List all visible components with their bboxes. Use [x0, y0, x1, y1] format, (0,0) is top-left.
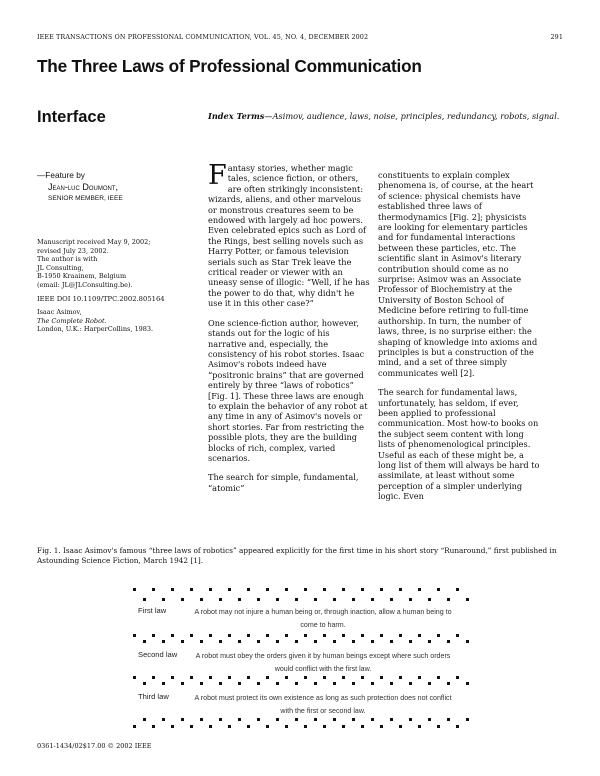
feature-label: —Feature by	[37, 170, 85, 180]
reference-line: Isaac Asimov,	[37, 308, 82, 317]
article-title: The Three Laws of Professional Communication	[37, 56, 422, 76]
paragraph: The search for simple, fundamental, “atomic”	[208, 472, 359, 493]
body-column-2	[378, 170, 540, 511]
note-line: Manuscript received May 9, 2002;	[37, 238, 151, 246]
law-row	[133, 600, 473, 638]
dotted-border	[133, 588, 473, 591]
paragraph-text: antasy stories, whether magic tales, science fiction, or others, are often strikingly inconsistent: wizards, aliens, and other marvelous or monstrous creatures seem to be endowed with largely ad hoc powers. Even celebrated epics such as Lord of the Rings, best selling novels such as Harry Potter, or famous television serials such as Star Trek leave the critical reader or viewer with an uneasy sense of illogic: “Well, if he has the power to do that, why didn't he use it in this other case?”	[208, 163, 370, 309]
running-head	[37, 33, 563, 41]
reference-line: London, U.K.: HarperCollins, 1983.	[37, 325, 154, 334]
law-text: A robot may not injure a human being or, through inaction, allow a human being to come to harm.	[194, 608, 452, 629]
paragraph: The search for fundamental laws, unfortunately, has seldom, if ever, been applied to professional communication. Most how-to books on the subject seem content with long lists of phenomenological principles. Useful as each of these might be, a long list of them will always be hard to assimilate, at least without some perception of a simpler underlying logic. Even	[378, 387, 540, 502]
author-name: Jean-luc Doumont,	[48, 181, 119, 192]
dotted-border	[133, 634, 473, 637]
index-terms-label: Index Terms	[208, 111, 265, 121]
manuscript-notes	[37, 238, 197, 334]
law-text: A robot must protect its own existence as long as such protection does not conflict with the first or second law.	[194, 694, 452, 715]
note-line: revised July 23, 2002.	[37, 246, 109, 255]
dotted-border	[133, 682, 473, 685]
figure-caption: Fig. 1. Isaac Asimov's famous “three laws of robotics” appeared explicitly for the first time in his short story “Runaround,” first published in Astounding Science Fiction, March 1942 [1].	[37, 546, 557, 565]
paragraph: constituents to explain complex phenomena is, of course, at the heart of science: physical chemists have established three laws of thermodynamics [Fig. 2]; physicists are looking for elementary particles and for fundamental interactions between these particles, etc. The scientific slant in Asimov's literary contribution should come as no surprise: Asimov was an Associate Professor of Biochemistry at the University of Boston School of Medicine before retiring to full-time authorship. In turn, the number of laws, three, is no surprise either: the shaping of knowledge into axioms and principles is but a construction of the mind, and a set of three simply communicates well [2].	[378, 170, 538, 378]
note-line: The author is with	[37, 255, 98, 264]
byline	[37, 170, 187, 205]
body-column-1	[208, 160, 370, 502]
dotted-border	[133, 676, 473, 679]
paragraph	[208, 160, 370, 309]
law-label: First law	[138, 606, 167, 615]
three-laws-figure	[133, 588, 473, 728]
note-line: B-1950 Kraainem, Belgium	[37, 272, 127, 281]
law-label: Second law	[138, 650, 178, 659]
index-terms	[208, 111, 568, 123]
copyright-footer: 0361-1434/02$17.00 © 2002 IEEE	[37, 742, 152, 750]
law-text: A robot must obey the orders given it by human beings except where such orders would conflict with the first law.	[195, 652, 451, 673]
author-membership: SENIOR MEMBER, IEEE	[48, 195, 123, 202]
index-terms-text: —Asimov, audience, laws, noise, principles, redundancy, robots, signal.	[264, 111, 560, 121]
dotted-border	[133, 725, 473, 728]
dotted-border	[133, 718, 473, 721]
note-line: JL Consulting,	[37, 263, 84, 272]
paragraph: One science-fiction author, however, stands out for the logic of his narrative and, especially, the consistency of his robot stories. Isaac Asimov's robots indeed have “positronic brains” that are governed entirely by three “laws of robotics” [Fig. 1]. These three laws are enough to explain the behavior of any robot at any time in any of Asimov's novels or short stories. Far from restricting the possible plots, they are the building blocks of rich, complex, varied scenarios.	[208, 317, 368, 463]
law-label: Third law	[138, 692, 169, 701]
note-line: (email: JL@JLConsulting.be).	[37, 280, 133, 289]
section-name: Interface	[37, 108, 106, 126]
reference-line: The Complete Robot.	[37, 316, 107, 325]
doi: IEEE DOI 10.1109/TPC.2002.805164	[37, 294, 165, 303]
drop-cap: F	[208, 160, 227, 191]
journal-name: IEEE TRANSACTIONS ON PROFESSIONAL COMMUNICATION, VOL. 45, NO. 4, DECEMBER 2002	[37, 33, 369, 41]
page-number: 291	[550, 33, 563, 41]
dotted-border	[133, 640, 473, 643]
